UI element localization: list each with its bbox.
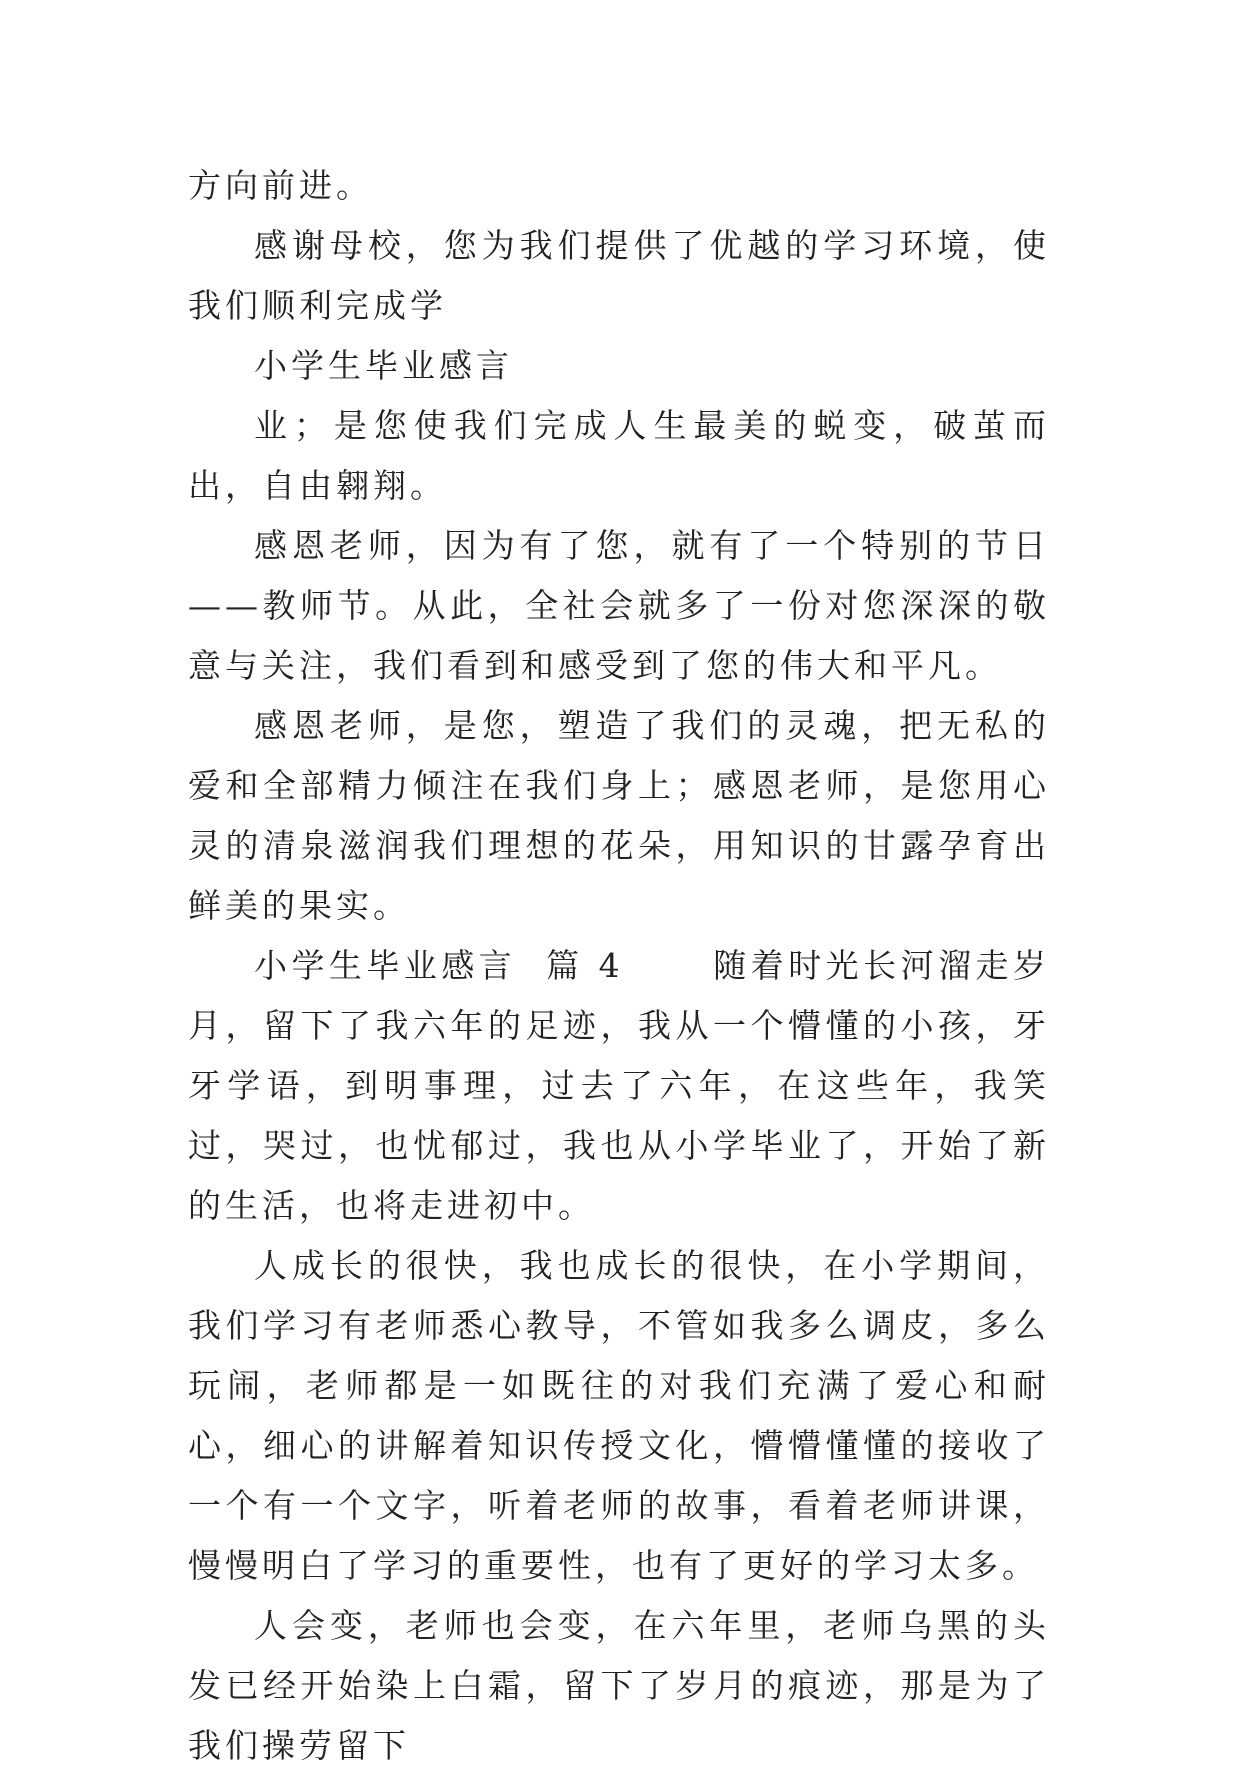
- paragraph-4: 感恩老师，因为有了您，就有了一个特别的节日——教师节。从此，全社会就多了一份对您深深的敬意与关注，我们看到和感受到了您的伟大和平凡。: [188, 526, 1050, 685]
- paragraph-3: 业；是您使我们完成人生最美的蜕变，破茧而出，自由翱翔。: [188, 406, 1050, 505]
- paragraph-7: 人成长的很快，我也成长的很快，在小学期间，我们学习有老师悉心教导，不管如我多么调皮，多么玩闹，老师都是一如既往的对我们充满了爱心和耐心，细心的讲解着知识传授文化，懵懵懂懂的接收了一个有一个文字，听着老师的故事，看着老师讲课，慢慢明白了学习的重要性，也有了更好的学习太多。: [188, 1246, 1050, 1585]
- paragraph-1: 方向前进。: [188, 166, 373, 205]
- paragraph-6: 小学生毕业感言 篇 4 随着时光长河溜走岁月，留下了我六年的足迹，我从一个懵懂的小孩，牙牙学语，到明事理，过去了六年，在这些年，我笑过，哭过，也忧郁过，我也从小学毕业了，开始了新的生活，也将走进初中。: [188, 946, 1050, 1225]
- section-title: 小学生毕业感言: [254, 346, 513, 385]
- body-text: [188, 156, 1050, 1776]
- paragraph-5: 感恩老师，是您，塑造了我们的灵魂，把无私的爱和全部精力倾注在我们身上；感恩老师，是您用心灵的清泉滋润我们理想的花朵，用知识的甘露孕育出鲜美的果实。: [188, 706, 1050, 925]
- paragraph-2: 感谢母校，您为我们提供了优越的学习环境，使我们顺利完成学: [188, 226, 1050, 325]
- paragraph-8: 人会变，老师也会变，在六年里，老师乌黑的头发已经开始染上白霜，留下了岁月的痕迹，那是为了我们操劳留下: [188, 1606, 1050, 1765]
